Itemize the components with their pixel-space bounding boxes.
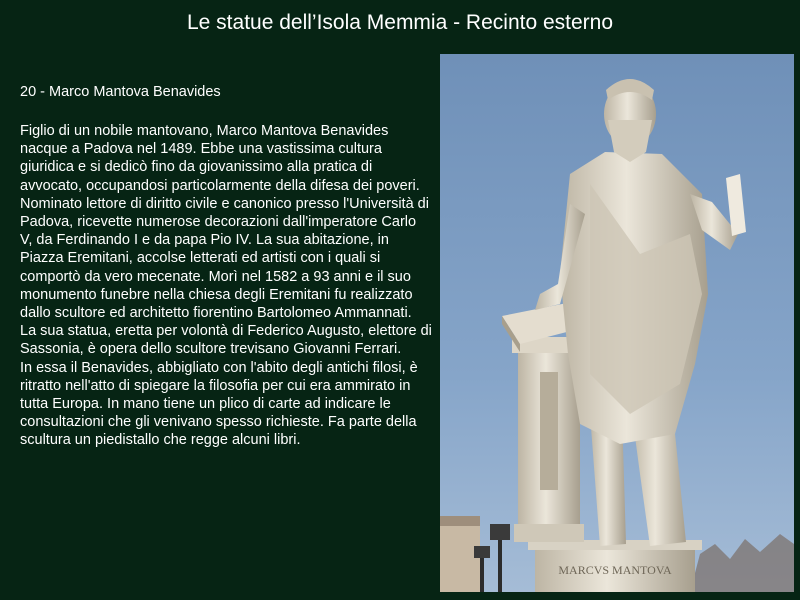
statue-description bbox=[20, 122, 432, 450]
paragraph-1: Figlio di un nobile mantovano, Marco Mantova Benavides nacque a Padova nel 1489. Ebbe una vastissima cultura giuridica e si dedicò fino da giovanissimo alla pratica di avvocato, occupandosi particolarmente della difesa dei poveri. bbox=[20, 123, 420, 194]
paragraph-4: In essa il Benavides, abbigliato con l'abito degli antichi filosi, è ritratto nell'atto di spiegare la filosofia per cui era ammirato in tutta Europa. In mano tiene un plico di carte ad indicare le consultazioni che gli venivano spesso richieste. Fa parte della scultura un piedistallo che regge alcuni libri. bbox=[20, 359, 418, 449]
statue-photo bbox=[440, 54, 794, 592]
paragraph-2: Nominato lettore di diritto civile e canonico presso l'Università di Padova, ricevette numerose decorazioni dall'imperatore Carlo V, da Ferdinando I e da papa Pio IV. La sua abitazione, in Piazza Eremitani, accolse letterati ed artisti con i quali si comportò da vero mecenate. Morì nel 1582 a 93 anni e il suo monumento funebre nella chiesa degli Eremitani fu realizzato dallo scultore ed architetto fiorentino Bartolomeo Ammannati. bbox=[20, 195, 429, 322]
statue-heading: 20 - Marco Mantova Benavides bbox=[20, 84, 221, 100]
slide-title: Le statue dell’Isola Memmia - Recinto esterno bbox=[186, 11, 614, 34]
paragraph-3: La sua statua, eretta per volontà di Federico Augusto, elettore di Sassonia, è opera dello scultore trevisano Giovanni Ferrari. bbox=[20, 323, 432, 358]
photo-inscription: MARCVS MANTOVA bbox=[558, 563, 672, 577]
